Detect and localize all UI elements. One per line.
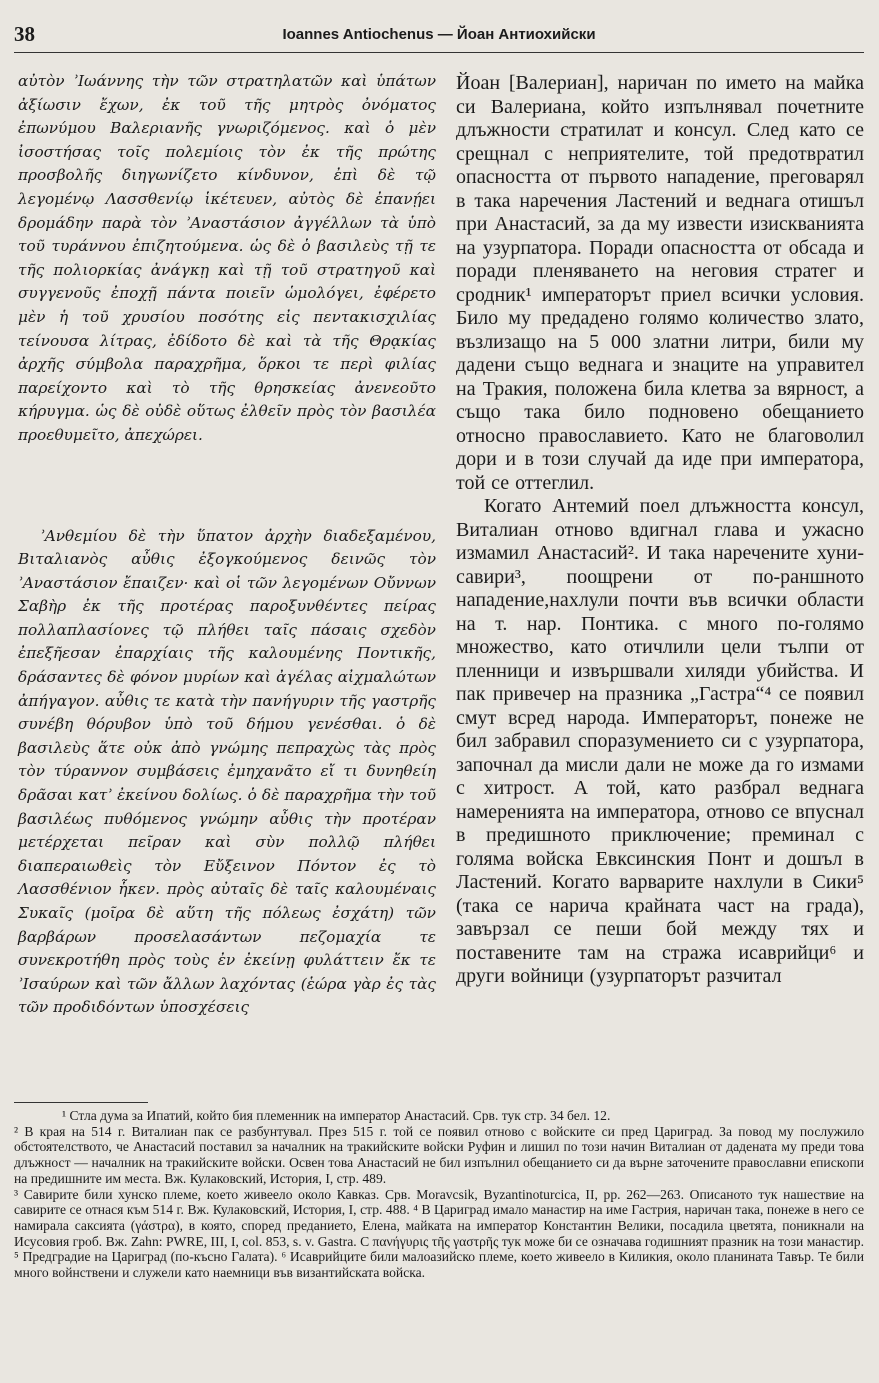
footnote-1: ¹ Стла дума за Ипатий, който бия племенник на император Анастасий. Срв. тук стр. 34 бел. 12.	[62, 1108, 611, 1123]
page-number: 38	[14, 22, 35, 46]
greek-paragraph-2: ʾΑνθεμίου δὲ τὴν ὕπατον ἀρχὴν διαδεξαμένου, Βιταλιανὸς αὖθις ἐξογκούμενος δεινῶς τὸν ʾΑναστάσιον ἔπαιζεν· καὶ οἱ τῶν λεγομένων Οὔννων Σαβὴρ ἐκ τῆς προτέρας παροξυνθέντες πείρας πολλαπλασίονες τῷ πλήθει ταῖς πάσαις σχεδὸν ἐπεξῆεσαν ἐπαρχίαις τῆς καλουμένης Ποντικῆς, δράσαντες δὲ φόνον μυρίων καὶ ἀγέλας αἰχμαλώτων ἀπήγαγον. αὖθις τε κατὰ τὴν πανήγυριν τῆς γαστρῆς συνέβη θόρυβον ὑπὸ τοῦ δήμου γενέσθαι. ὁ δὲ βασιλεὺς ἅτε οὐκ ἀπὸ γνώμης πεπραχὼς τὰς πρὸς τὸν τύραννον συμβάσεις ἐμηχανᾶτο εἴ τι δυνηθείη δρᾶσαι κατʾ ἐκείνου δολίως. ὁ δὲ παραχρῆμα τὴν τοῦ βασιλέως πυθόμενος γνώμην αὖθις τὴν προτέραν μετέρχεται πεῖραν καὶ σὺν πολλῷ πλήθει διαπεραιωθεὶς τὸν Εὔξεινον Πόντον ἐς τὸ Λασσθένιον ἧκεν. πρὸς αὐταῖς δὲ ταῖς καλουμέναις Συκαῖς (μοῖρα δὲ αὕτη τῆς πόλεως ἐσχάτη) τῶν βαρβάρων προσελασάντων πεζομαχία τε συνεκροτήθη πρὸς τοὺς ἐν ἐκείνῃ φυλάττειν ἔκ τε ʾΙσαύρων καὶ τῶν ἄλλων λαχόντας (ἑώρα γὰρ ἐς τὰς τῶν προδιδόντων ὑποσχέσεις	[18, 526, 436, 1017]
footnote-3-6: ³ Савирите били хунско племе, което живеело около Кавказ. Срв. Moravcsik, Byzantinoturcica, II, pp. 262—263. Описаното тук нашествие на савирите се отнася към 514 г. Вж. Кулаковский, История, I, стр. 488. ⁴ В Цариград имало манастир на име Гастрия, наричан така, понеже в него се намирала саксията (γάστρα), в която, според преданието, Елена, майката на император Константин Велики, посадила цветята, поникнали на Исусовия гроб. Вж. Zahn: PWRE, III, I, col. 853, s. v. Gastra. С πανήγυρις τῆς γαστρῆς тук може би се означава годишният празник на този манастир. ⁵ Предградие на Цариград (по-късно Галата). ⁶ Исаврийците били малоазийско племе, което живеело в Киликия, около планината Тавър. Те били много войнствени и служели като наемници във византийската войска.	[14, 1186, 864, 1281]
header-rule	[14, 52, 864, 53]
running-title: Ioannes Antiochenus — Йоан Антиохийски	[282, 26, 596, 43]
bulgarian-paragraph-2: Когато Антемий поел длъжността консул, Виталиан отново вдигнал глава и ужасно измамил Анастасий². И така наречените хуни-савири³, поощрени от по-раншното нападение,нахлули почти във всички области на т. нар. Понтика. с много по-голямо множество, като отичлили цели тълпи от пленници и извършвали хиляди убийства. И пак привечер на празника „Гастра“⁴ се появил смут всред народа. Императорът, понеже не бил забравил споразумението си с узурпатора, започнал да мисли дали не може да го измами с хитрост. А той, като разбрал веднага намеренията на императора, отново се впуснал в предишното приключение; преминал с голяма войска Евксинския Понт и дошъл в Ластений. Когато варварите нахлули в Сики⁵ (така се нарича крайната част на града), завързал се пеши бой между тях и поставените там на стража исаврийци⁶ и други войници (узурпаторът разчитал	[456, 495, 864, 987]
greek-column	[18, 70, 436, 1020]
greek-paragraph-1: αὐτὸν ʾΙωάννης τὴν τῶν στρατηλατῶν καὶ ὑπάτων ἀξίωσιν ἔχων, ἐκ τοῦ τῆς μητρὸς ὀνόματος ἐπωνύμου Βαλεριανῆς γνωριζόμενος. καὶ ὁ μὲν ἰσοστήσας τοῖς πολεμίοις τὸν ἐκ τῆς πρώτης προσβολῆς διηγωνίζετο κίνδυνον, ἐπὶ δὲ τῷ λεγομένῳ Λασσθενίῳ ἱκέτευεν, αὐτὸς δὲ ἐπανῄει δρομάδην παρὰ τὸν ʾΑναστάσιον ἀγγέλλων τὰ ὑπὸ τοῦ τυράννου ἐπιζητούμενα. ὡς δὲ ὁ βασιλεὺς τῇ τε τῆς πολιορκίας ἀνάγκῃ καὶ τῇ τοῦ στρατηγοῦ καὶ συγγενοῦς ἐποχῇ πάντα ποιεῖν ὡμολόγει, ἐφέρετο μὲν ἡ τοῦ χρυσίου ποσότης εἰς πεντακισχιλίας τείνουσα λίτρας, ἐδίδοτο δὲ καὶ τὰ τῆς Θρᾳκίας ἀρχῆς σύμβολα παραχρῆμα, ὅρκοι τε περὶ φιλίας παρείχοντο καὶ τὸ τῆς θρησκείας ἀνενεοῦτο κήρυγμα. ὡς δὲ οὐδὲ οὕτως ἐλθεῖν πρὸς τὸν βασιλέα προεθυμεῖτο, ἀπεχώρει.	[18, 72, 436, 444]
footnote-2: ² В края на 514 г. Виталиан пак се разбунтувал. През 515 г. той се появил отново с войските си пред Цариград. За повод му послужило обстоятелството, че Анастасий поставил за началник на тракийските войски Руфин и лишил по този начин Виталиан от дадената му преди това длъжност — началник на тракийските войски. Освен това Анастасий не бил изпълнил обещанието си да върне заточените православни епископи на предишните им места. Вж. Кулаковский, История, I, стр. 489.	[14, 1123, 864, 1186]
page-header	[14, 22, 864, 48]
footnotes	[14, 1108, 864, 1281]
bulgarian-column	[456, 72, 864, 989]
bulgarian-paragraph-1: Йоан [Валериан], наричан по името на майка си Валериана, който изпълнявал почетните длъжности стратилат и консул. След като се срещнал с неприятелите, той предотвратил опасността от първото нападение, преговарял в така наречения Ластений и веднага отишъл при Анастасий, за да му извести изискванията на узурпатора. Поради опасността от обсада и поради пленяването на неговия стратег и сродник¹ императорът приел всички условия. Било му предадено голямо количество злато, възлизащо на 5 000 златни литри, били му дадени също веднага и знаците на управител на Тракия, положена била клетва за вярност, а също така било подновено обещанието относно православието. Като не благоволил дори и в този случай да иде при императора, той се оттеглил.	[456, 72, 864, 494]
footnote-rule	[14, 1102, 148, 1103]
